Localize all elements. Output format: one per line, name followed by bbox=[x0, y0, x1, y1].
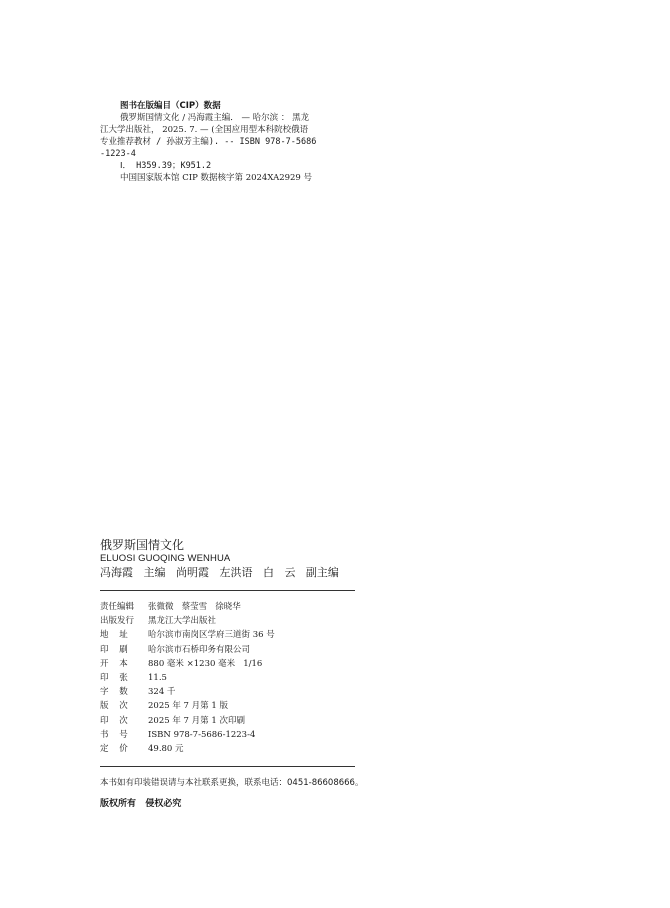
info-label: 开 本 bbox=[100, 658, 128, 669]
info-row bbox=[100, 643, 275, 657]
cip-line-4: -1223-4 bbox=[100, 149, 136, 159]
info-row bbox=[100, 742, 275, 756]
info-row bbox=[100, 685, 275, 699]
info-value: 张微微 蔡莹雪 徐晓华 bbox=[148, 602, 241, 612]
cip-line-1: 俄罗斯国情文化 / 冯海霞主编． — 哈尔滨 ： 黑龙 bbox=[120, 113, 310, 123]
info-label: 印 张 bbox=[100, 672, 128, 683]
info-label: 地 址 bbox=[100, 630, 128, 641]
book-title-pinyin: ELUOSI GUOQING WENHUA bbox=[100, 553, 231, 564]
publication-info-table bbox=[100, 600, 275, 756]
cip-line-2: 江大学出版社， 2025. 7. — (全国应用型本科院校俄语 bbox=[100, 125, 309, 135]
info-row bbox=[100, 699, 275, 713]
info-row bbox=[100, 628, 275, 642]
info-value: 黑龙江大学出版社 bbox=[148, 616, 217, 627]
info-row bbox=[100, 657, 275, 671]
info-label: 定 价 bbox=[100, 743, 128, 754]
info-row bbox=[100, 671, 275, 685]
copyright-statement: 版权所有 侵权必究 bbox=[100, 799, 182, 809]
info-label: 印 刷 bbox=[100, 644, 128, 655]
info-value: 11.5 bbox=[148, 672, 167, 683]
cip-data-block bbox=[100, 100, 350, 184]
info-value: 324 千 bbox=[148, 687, 176, 698]
info-value: 哈尔滨市石桥印务有限公司 bbox=[148, 644, 251, 655]
cip-classification: Ⅰ． H359.39；K951.2 bbox=[120, 161, 212, 171]
info-row bbox=[100, 714, 275, 728]
info-row bbox=[100, 728, 275, 742]
info-row bbox=[100, 614, 275, 628]
info-row bbox=[100, 600, 275, 614]
info-value: 哈尔滨市南岗区学府三道街 36 号 bbox=[148, 630, 275, 641]
info-label: 字 数 bbox=[100, 687, 128, 698]
info-value: 49.80 元 bbox=[148, 743, 184, 754]
cip-line-3: 专业推荐教材 / 孙淑芳主编). -- ISBN 978-7-5686 bbox=[100, 137, 317, 147]
replacement-notice: 本书如有印装错误请与本社联系更换，联系电话：0451-86608666。 bbox=[100, 778, 364, 788]
cip-heading: 图书在版编目（CIP）数据 bbox=[120, 101, 221, 111]
info-label: 书 号 bbox=[100, 729, 128, 740]
info-label: 责任编辑 bbox=[100, 602, 135, 612]
top-divider bbox=[100, 590, 355, 591]
info-value: 880 毫米 ×1230 毫米 1/16 bbox=[148, 658, 263, 669]
info-value: ISBN 978-7-5686-1223-4 bbox=[148, 729, 256, 740]
info-label: 印 次 bbox=[100, 715, 128, 726]
info-label: 版 次 bbox=[100, 701, 128, 712]
book-title: 俄罗斯国情文化 bbox=[100, 538, 185, 552]
info-value: 2025 年 7 月第 1 次印刷 bbox=[148, 715, 245, 726]
info-value: 2025 年 7 月第 1 版 bbox=[148, 701, 228, 712]
cip-record-number: 中国国家版本馆 CIP 数据核字第 2024XA2929 号 bbox=[120, 173, 313, 183]
book-title-block bbox=[100, 538, 339, 580]
info-label: 出版发行 bbox=[100, 616, 135, 627]
editors-line: 冯海霞 主编 尚明霞 左洪语 白 云 副主编 bbox=[100, 566, 339, 579]
bottom-divider bbox=[100, 766, 355, 767]
